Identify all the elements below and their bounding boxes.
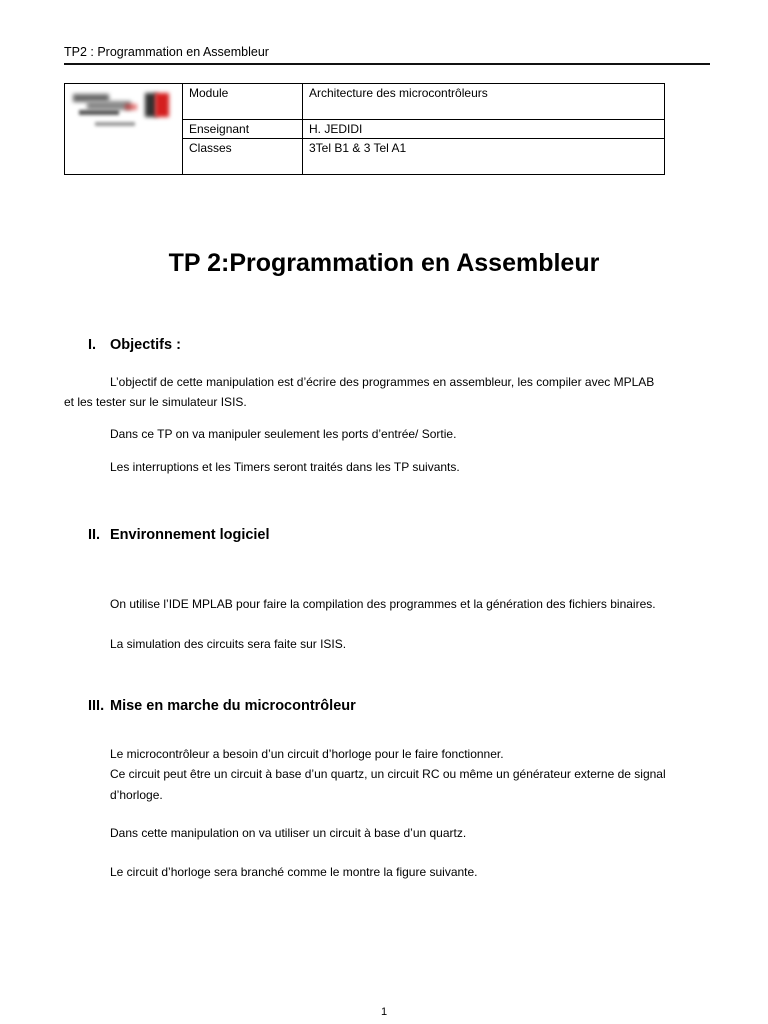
- module-label: Module: [183, 84, 303, 120]
- section-1-number: I.: [88, 337, 97, 353]
- section-1-para-3: Les interruptions et les Timers seront traités dans les TP suivants.: [110, 460, 460, 474]
- classes-value: 3Tel B1 & 3 Tel A1: [303, 139, 665, 175]
- section-1-heading: Objectifs :: [110, 337, 181, 353]
- section-1-para-1: L’objectif de cette manipulation est d’écrire des programmes en assembleur, les compiler avec MPLAB: [110, 375, 655, 389]
- section-3-heading: Mise en marche du microcontrôleur: [110, 698, 356, 714]
- section-2-para-2: La simulation des circuits sera faite sur ISIS.: [110, 637, 347, 651]
- section-3-para-2-cont: d’horloge.: [110, 788, 163, 802]
- enseignant-label: Enseignant: [183, 120, 303, 139]
- institution-logo: [65, 84, 182, 174]
- module-value: Architecture des microcontrôleurs: [303, 84, 665, 120]
- section-1-para-1-cont: et les tester sur le simulateur ISIS.: [64, 395, 247, 409]
- section-3-para-1: Le microcontrôleur a besoin d’un circuit d’horloge pour le faire fonctionner.: [110, 747, 504, 761]
- section-3-para-2: Ce circuit peut être un circuit à base d’un quartz, un circuit RC ou même un générateur externe de signal: [110, 767, 666, 781]
- section-3-para-4: Le circuit d’horloge sera branché comme le montre la figure suivante.: [110, 865, 478, 879]
- classes-label: Classes: [183, 139, 303, 175]
- info-table: [64, 83, 665, 175]
- page-number: 1: [380, 1006, 388, 1018]
- section-3-para-3: Dans cette manipulation on va utiliser un circuit à base d’un quartz.: [110, 826, 467, 840]
- document-title: TP 2:Programmation en Assembleur: [168, 249, 600, 277]
- section-2-heading: Environnement logiciel: [110, 527, 270, 543]
- section-1-para-2: Dans ce TP on va manipuler seulement les ports d’entrée/ Sortie.: [110, 427, 457, 441]
- section-2-number: II.: [88, 527, 101, 543]
- running-header: TP2 : Programmation en Assembleur: [64, 45, 269, 59]
- header-rule: [64, 63, 710, 65]
- section-3-number: III.: [88, 698, 105, 714]
- enseignant-value: H. JEDIDI: [303, 120, 665, 139]
- section-2-para-1: On utilise l’IDE MPLAB pour faire la compilation des programmes et la génération des fichiers binaires.: [110, 597, 656, 611]
- logo-cell: [65, 84, 183, 175]
